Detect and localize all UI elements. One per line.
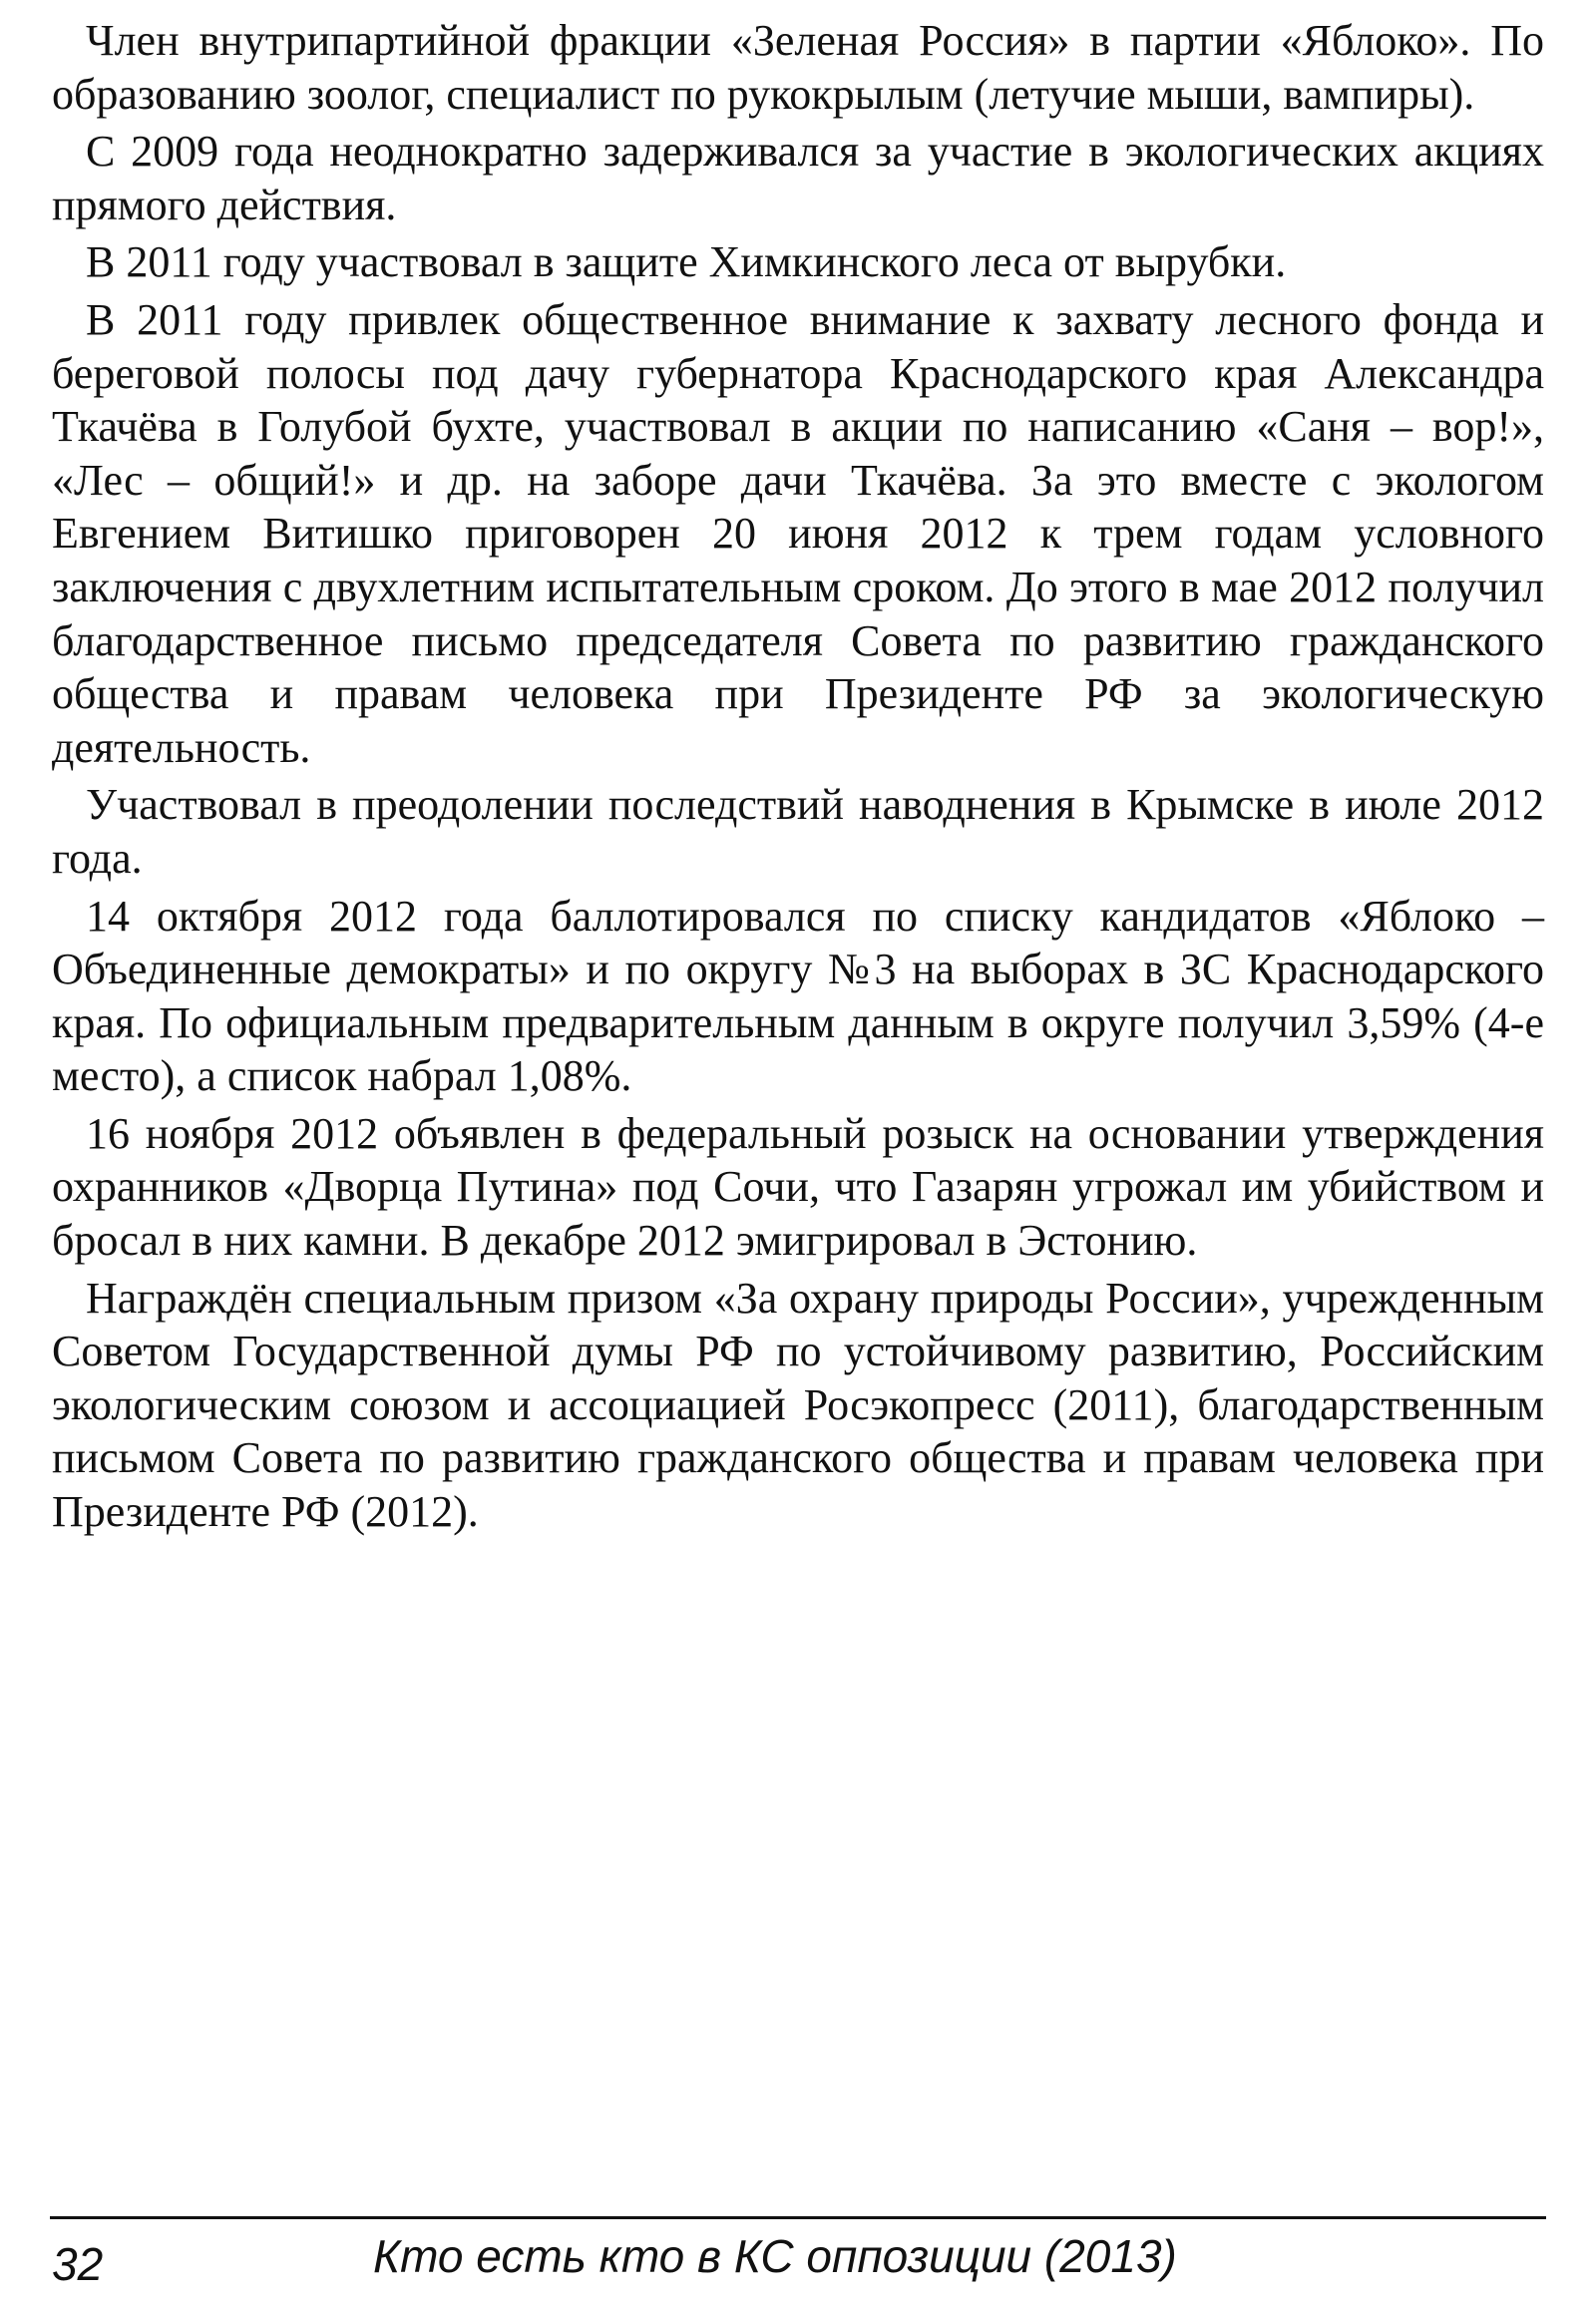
- page-number: 32: [52, 2238, 104, 2290]
- footer-divider: [50, 2216, 1546, 2219]
- paragraph-detentions: С 2009 года неоднократно задерживался за участие в экологических акциях прямого действия.: [52, 127, 1544, 229]
- paragraph-krymsk-flood: Участвовал в преодолении последствий наводнения в Крымске в июле 2012 года.: [52, 780, 1544, 883]
- page-footer: [52, 2226, 1544, 2296]
- paragraph-golubaya-bukhta: В 2011 году привлек общественное внимание к захвату лесного фонда и береговой полосы под дачу губернатора Краснодарского края Александра Ткачёва в Голубой бухте, участвовал в акции по написанию «Саня – вор!», «Лес – общий!» и др. на заборе дачи Ткачёва. За это вместе с экологом Евгением Витишко приговорен 20 июня 2012 к трем годам условного заключения с двухлетним испытательным сроком. До этого в мае 2012 получил благодарственное письмо председателя Совета по развитию гражданского общества и правам человека при Президенте РФ за экологическую деятельность.: [52, 294, 1544, 772]
- paragraph-khimki-forest: В 2011 году участвовал в защите Химкинского леса от вырубки.: [86, 237, 1287, 287]
- page-body: [52, 14, 1544, 1543]
- paragraph-elections: 14 октября 2012 года баллотировался по списку кандидатов «Яблоко – Объединенные демократы» и по округу №3 на выборах в ЗС Краснодарского края. По официальным предварительным данным в округе получил 3,59% (4-е место), а список набрал 1,08%.: [52, 891, 1544, 1101]
- paragraph-membership: Член внутрипартийной фракции «Зеленая Россия» в партии «Яблоко». По образованию зоолог, специалист по рукокрылым (летучие мыши, вампиры).: [52, 16, 1544, 119]
- paragraph-awards: Награждён специальным призом «За охрану природы России», учрежденным Советом Государственной думы РФ по устойчивому развитию, Российским экологическим союзом и ассоциацией Росэкопресс (2011), благодарственным письмом Совета по развитию гражданского общества и правам человека при Президенте РФ (2012).: [52, 1273, 1544, 1537]
- running-title: Кто есть кто в КС оппозиции (2013): [373, 2230, 1177, 2282]
- paragraph-wanted-emigration: 16 ноября 2012 объявлен в федеральный розыск на основании утверждения охранников «Дворца Путина» под Сочи, что Газарян угрожал им убийством и бросал в них камни. В декабре 2012 эмигрировал в Эстонию.: [52, 1108, 1544, 1266]
